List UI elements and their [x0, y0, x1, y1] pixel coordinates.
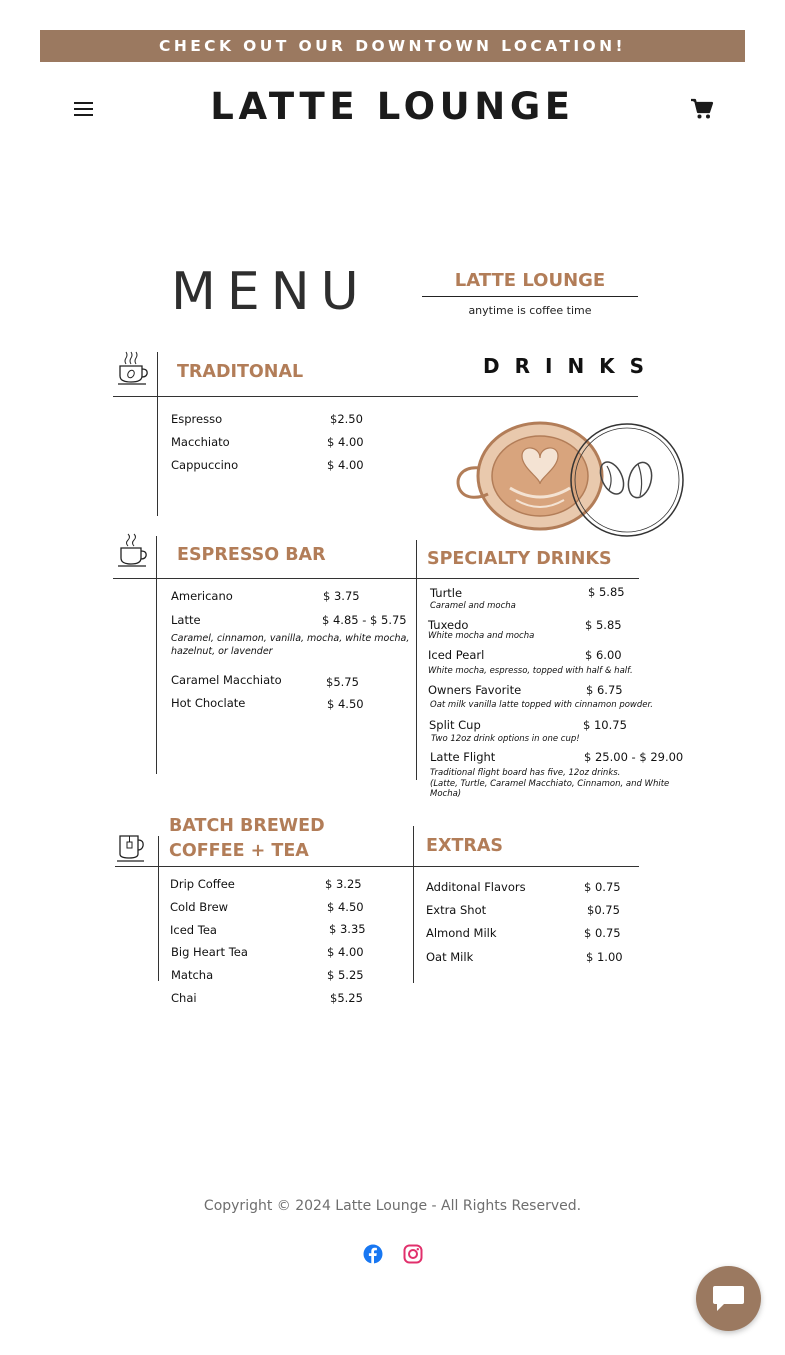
menu-item-description: Traditional flight board has five, 12oz drinks.: [430, 768, 621, 778]
divider: [156, 536, 157, 774]
menu-item-price: $5.25: [330, 991, 363, 1005]
menu-item-name: Hot Choclate: [171, 696, 246, 710]
menu-item-price: $ 0.75: [584, 880, 621, 894]
brand-divider: [422, 296, 638, 297]
menu-item-price: $ 4.00: [327, 458, 364, 472]
menu-item-price: $ 6.75: [586, 683, 623, 697]
divider: [416, 540, 417, 780]
menu-item-name: Oat Milk: [426, 950, 474, 964]
drinks-label: DRINKS: [483, 354, 660, 378]
menu-item-name: Iced Tea: [170, 923, 217, 937]
section-heading: COFFEE + TEA: [169, 841, 309, 861]
menu-item-price: $ 5.85: [588, 585, 625, 599]
menu-item-name: Iced Pearl: [428, 648, 485, 662]
divider: [113, 396, 638, 397]
divider: [115, 866, 415, 867]
section-heading: SPECIALTY DRINKS: [427, 549, 612, 569]
menu-item-name: Cold Brew: [170, 900, 229, 914]
menu-item-price: $ 5.25: [327, 968, 364, 982]
menu-item-name: Split Cup: [429, 718, 481, 732]
section-heading: TRADITONAL: [177, 362, 304, 382]
menu-item-description: White mocha and mocha: [428, 631, 535, 641]
menu-item-name: Macchiato: [171, 435, 230, 449]
menu-item-price: $ 4.85 - $ 5.75: [322, 613, 407, 627]
menu-item-price: $2.50: [330, 412, 363, 426]
menu-item-price: $ 0.75: [584, 926, 621, 940]
instagram-icon[interactable]: [403, 1244, 423, 1264]
menu-item-price: $ 10.75: [583, 718, 627, 732]
menu-item-price: $0.75: [587, 903, 620, 917]
hot-coffee-icon: [116, 350, 150, 386]
menu-item-name: Americano: [171, 589, 233, 603]
menu-item-description: Oat milk vanilla latte topped with cinnamon powder.: [430, 700, 653, 710]
menu-image: [100, 240, 700, 1030]
menu-item-name: Extra Shot: [426, 903, 487, 917]
menu-item-name: Additonal Flavors: [426, 880, 526, 894]
menu-item-price: $ 1.00: [586, 950, 623, 964]
site-logo[interactable]: LATTE LOUNGE: [210, 85, 575, 128]
menu-item-price: $ 4.00: [327, 435, 364, 449]
menu-item-name: Chai: [171, 991, 197, 1005]
section-heading: BATCH BREWED: [169, 816, 325, 836]
menu-item-description: Two 12oz drink options in one cup!: [431, 734, 580, 744]
menu-item-name: Caramel Macchiato: [171, 673, 282, 687]
cart-icon[interactable]: [689, 96, 715, 122]
divider: [413, 866, 639, 867]
menu-item-name: Latte Flight: [430, 750, 496, 764]
menu-brand: LATTE LOUNGE: [454, 270, 606, 291]
menu-item-price: $ 4.50: [327, 697, 364, 711]
copyright-text: Copyright © 2024 Latte Lounge - All Rights Reserved.: [203, 1198, 582, 1214]
section-heading: EXTRAS: [426, 836, 504, 856]
divider: [416, 578, 639, 579]
menu-item-description: Mocha): [430, 789, 462, 799]
chat-icon: [712, 1284, 745, 1314]
coffee-cup-icon: [116, 532, 150, 568]
menu-item-price: $ 25.00 - $ 29.00: [584, 750, 684, 764]
menu-item-price: $ 4.00: [327, 945, 364, 959]
menu-item-description: hazelnut, or lavender: [171, 646, 273, 657]
menu-item-name: Almond Milk: [426, 926, 497, 940]
menu-item-name: Matcha: [171, 968, 214, 982]
divider: [413, 826, 414, 983]
menu-tagline: anytime is coffee time: [468, 304, 592, 317]
latte-cup-illustration: [452, 416, 692, 541]
menu-item-description: Caramel and mocha: [430, 601, 516, 611]
menu-item-name: Owners Favorite: [428, 683, 522, 697]
announcement-banner[interactable]: CHECK OUT OUR DOWNTOWN LOCATION!: [40, 30, 745, 62]
divider: [158, 836, 159, 981]
menu-title: MENU: [171, 262, 370, 322]
menu-item-name: Tuxedo: [428, 618, 469, 632]
menu-item-name: Drip Coffee: [170, 877, 235, 891]
divider: [113, 578, 416, 579]
menu-item-name: Cappuccino: [171, 458, 239, 472]
menu-item-price: $ 4.50: [327, 900, 364, 914]
menu-item-description: Caramel, cinnamon, vanilla, mocha, white mocha,: [171, 633, 410, 644]
menu-item-name: Turtle: [430, 586, 463, 600]
menu-item-name: Espresso: [171, 412, 223, 426]
divider: [157, 352, 158, 516]
menu-item-name: Big Heart Tea: [171, 945, 248, 959]
menu-item-price: $ 5.85: [585, 618, 622, 632]
tea-cup-icon: [116, 832, 148, 864]
section-heading: ESPRESSO BAR: [177, 545, 326, 565]
menu-item-price: $ 6.00: [585, 648, 622, 662]
chat-button[interactable]: [696, 1266, 761, 1331]
menu-item-description: White mocha, espresso, topped with half & half.: [428, 666, 633, 676]
menu-item-name: Latte: [171, 613, 201, 627]
menu-item-price: $ 3.35: [329, 922, 366, 936]
menu-item-price: $ 3.75: [323, 589, 360, 603]
menu-item-description: (Latte, Turtle, Caramel Macchiato, Cinnamon, and White: [430, 779, 670, 789]
menu-item-price: $5.75: [326, 675, 359, 689]
menu-item-price: $ 3.25: [325, 877, 362, 891]
facebook-icon[interactable]: [363, 1244, 383, 1264]
